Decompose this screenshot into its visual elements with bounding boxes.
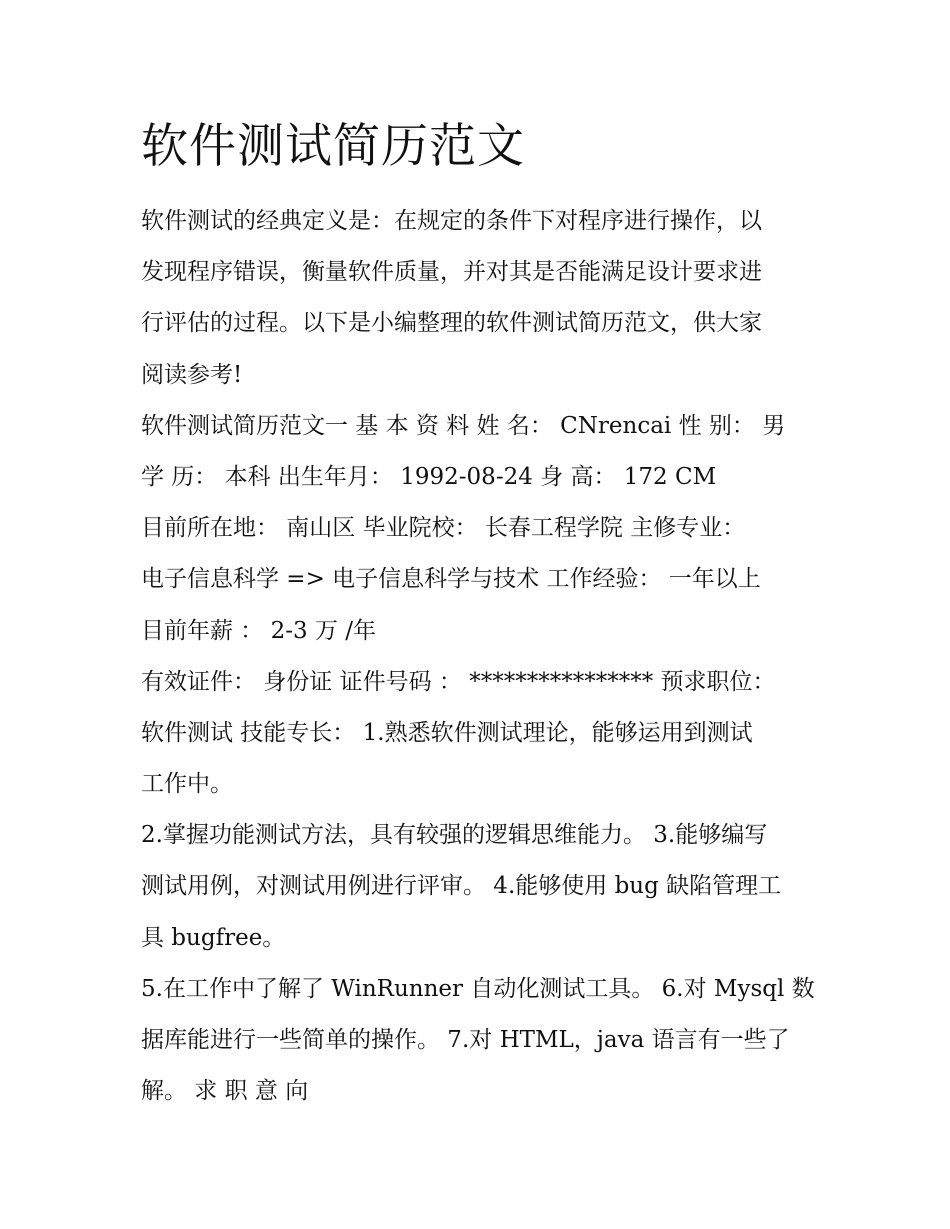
body-line: 目前所在地： 南山区 毕业院校： 长春工程学院 主修专业： xyxy=(141,515,746,542)
body-line: 软件测试的经典定义是：在规定的条件下对程序进行操作，以 xyxy=(141,208,762,234)
body-line: 软件测试简历范文一 基 本 资 料 姓 名： CNrencai 性 别： 男 xyxy=(141,412,786,439)
body-line: 2.掌握功能测试方法，具有较强的逻辑思维能力。 3.能够编写 xyxy=(141,822,768,849)
body-line: 发现程序错误，衡量软件质量，并对其是否能满足设计要求进 xyxy=(141,259,762,286)
document-title: 软件测试简历范文 xyxy=(141,119,525,174)
body-line: 有效证件： 身份证 证件号码 ： **************** 预求职位： xyxy=(141,668,776,695)
body-line: 5.在工作中了解了 WinRunner 自动化测试工具。 6.对 Mysql 数 xyxy=(141,975,815,1002)
body-line: 具 bugfree。 xyxy=(141,924,286,951)
body-line: 电子信息科学 => 电子信息科学与技术 工作经验： 一年以上 xyxy=(141,566,761,593)
body-line: 工作中。 xyxy=(141,771,233,798)
body-line: 学 历： 本科 出生年月： 1992-08-24 身 高： 172 CM xyxy=(141,463,717,490)
body-line: 目前年薪 ： 2-3 万 /年 xyxy=(141,617,377,644)
body-line: 软件测试 技能专长： 1.熟悉软件测试理论，能够运用到测试 xyxy=(141,719,753,746)
document-body xyxy=(141,196,821,1117)
body-line: 据库能进行一些简单的操作。 7.对 HTML，java 语言有一些了 xyxy=(141,1027,790,1053)
body-line: 测试用例，对测试用例进行评审。 4.能够使用 bug 缺陷管理工 xyxy=(141,873,782,900)
body-line: 行评估的过程。以下是小编整理的软件测试简历范文，供大家 xyxy=(141,310,762,337)
body-line: 解。 求 职 意 向 xyxy=(141,1078,309,1105)
body-line: 阅读参考! xyxy=(141,361,243,388)
